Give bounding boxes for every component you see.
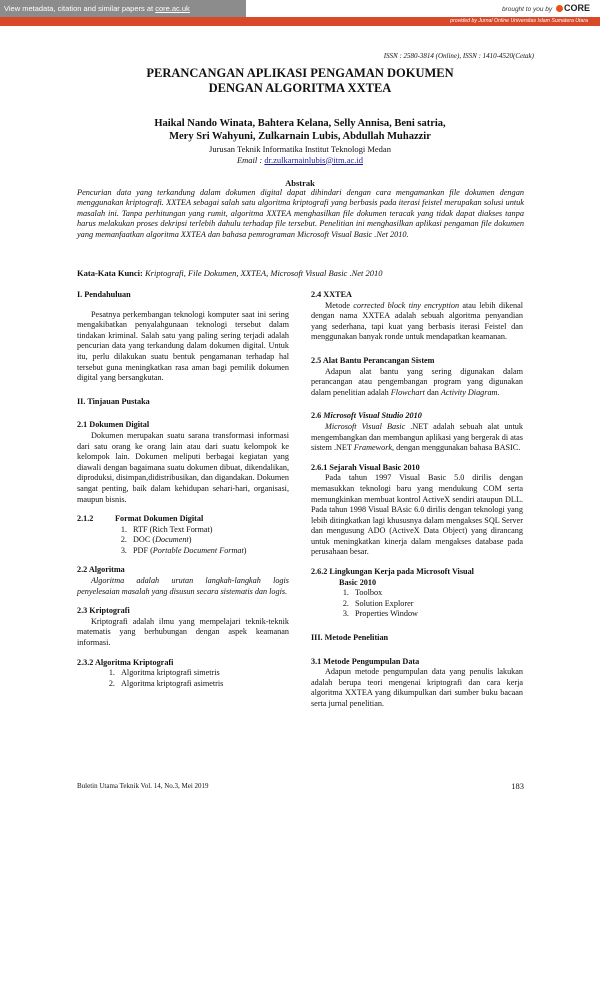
keywords-text: Kriptografi, File Dokumen, XXTEA, Microsoft Visual Basic .Net 2010 [142, 268, 383, 278]
paragraph: Adapun metode pengumpulan data yang penulis lakukan adalah berupa teori mengenai kriptografi dan cara kerja algoritma XXTEA yang dikumpulkan dari sumber buku bacaan serta jurnal penelitian. [311, 667, 523, 708]
subsection-heading: 2.3 Kriptografi [77, 606, 130, 616]
page-footer [77, 782, 524, 790]
paragraph: Pesatnya perkembangan teknologi komputer saat ini sering mengakibatkan penyalahgunaan teknologi tersebut dalam tindakan kriminal. Salah satu yang paling sering terjadi adalah pencurian data yang terkandung dalam dokumen digital. Untuk itu, perlu dilakukan suatu bentuk pengamanan terhadap hal tersebut guna meningkatkan rasa aman bagi pemilik dokumen digital yang bersangkutan. [77, 309, 289, 383]
right-column [311, 290, 523, 710]
format-list [77, 525, 289, 557]
list-item: 1. Toolbox [351, 588, 523, 599]
list-item: 2. Solution Explorer [351, 599, 523, 610]
core-logo-icon [556, 5, 563, 12]
core-brought-by [502, 3, 590, 13]
paragraph: Pada tahun 1997 Visual Basic 5.0 dirilis dengan memasukkan teknologi baru yang mendukung COM serta memungkinkan membuat kontrol ActiveX sendiri ataupun DLL. Pada tahun 1998 Visual BAsic 6.0 dirilis dengan teknologi yang lebih ditingkatkan lagi khususnya dalam mengakses SQL Server dan mengusung ADO (ActiveX Data Object) yang dirancang untuk meningkatkan kinerja dalam mengakses database pada perusahaan besar. [311, 473, 523, 557]
paragraph: Metode corrected block tiny encryption atau lebih dikenal dengan nama XXTEA adalah sebuah algoritma penyandian yang sederhana, tapi kuat yang berbasis iterasi Feistel dan menggunakan banyak ronde untuk mendapatkan keamanan. [311, 300, 523, 342]
authors-line-2: Mery Sri Wahyuni, Zulkarnain Lubis, Abdullah Muhazzir [169, 131, 431, 142]
abstract-text: Pencurian data yang terkandung dalam dokumen digital dapat dihindari dengan cara mengamankan file dokumen dengan menggunakan kriptografi. XXTEA sebagai salah satu algoritma kriptografi yang berbasis pada iterasi feistel merupakan solusi untuk masalah ini. Tanpa perhitungan yang rumit, algoritma XXTEA menghasilkan file dokumen teracak yang tidak dapat diakses tanpa harus melakukan proses dekripsi terlebih dahulu terhadap file tersebut. Penelitian ini menghasilkan aplikasi pengaman file dokumen yang memanfaatkan algoritma XXTEA dan bahasa pemrograman Microsoft Visual Basic .Net 2010. [77, 188, 524, 239]
keywords-label: Kata-Kata Kunci: [77, 268, 143, 278]
subsection-heading: 2.1 Dokumen Digital [77, 420, 150, 430]
paper-title [0, 66, 600, 95]
list-item: 3. Properties Window [351, 609, 523, 620]
journal-info: Buletin Utama Teknik Vol. 14, No.3, Mei 2019 [77, 782, 209, 790]
subsection-heading: 2.6 Microsoft Visual Studio 2010 [311, 411, 422, 421]
section-heading: II. Tinjauan Pustaka [77, 396, 150, 406]
abstract-heading: Abstrak [285, 178, 315, 188]
subsection-heading: 2.5 Alat Bantu Perancangan Sistem [311, 355, 435, 365]
left-column [77, 290, 289, 689]
email-label: Email : [236, 154, 265, 165]
subsection-heading: 2.6.2 Lingkungan Kerja pada Microsoft Visual Basic 2010 [311, 567, 474, 587]
subsection-heading: 3.1 Metode Pengumpulan Data [311, 656, 420, 666]
list-item: 1. Algoritma kriptografi simetris [117, 668, 289, 679]
subsection-heading: 2.2 Algoritma [77, 565, 125, 575]
core-view-text: View metadata, citation and similar papers at [4, 4, 156, 13]
affiliation [0, 144, 600, 165]
core-logo-text: CORE [563, 3, 590, 13]
section-heading: III. Metode Penelitian [311, 633, 389, 643]
institution: Jurusan Teknik Informatika Institut Teknologi Medan [209, 144, 391, 154]
subsection-heading: 2.3.2 Algoritma Kriptografi [77, 657, 174, 667]
section-heading: I. Pendahuluan [77, 290, 131, 299]
paragraph: Adapun alat bantu yang sering digunakan dalam perancangan atau pengembangan program yang digunakan dalam penelitian adalah Flowchart dan Activity Diagram. [311, 366, 523, 397]
paragraph: Microsoft Visual Basic .NET adalah sebuah alat untuk mengembangkan dan membangun aplikasi yang bergerak di atas sistem .NET Framework, dengan menggunakan bahasa BASIC. [311, 421, 523, 453]
workspace-list [311, 588, 523, 620]
paragraph: Algoritma adalah urutan langkah-langkah logis penyelesaian masalah yang disusun secara sistematis dan logis. [77, 576, 289, 596]
list-item: 1. RTF (Rich Text Format) [129, 525, 289, 536]
issn-line: ISSN : 2580-3814 (Online), ISSN : 1410-4520(Cetak) [383, 52, 534, 60]
keywords [77, 268, 524, 278]
page-number: 183 [511, 781, 524, 791]
paragraph: Kriptografi adalah ilmu yang mempelajari teknik-teknik matematis yang berhubungan dengan aspek keamanan informasi. [77, 616, 289, 648]
list-item: 2. DOC (Document) [129, 535, 289, 546]
heading-text: Format Dokumen Digital [115, 514, 204, 524]
author-list [0, 117, 600, 143]
list-item: 2. Algoritma kriptografi asimetris [117, 679, 289, 690]
subsection-heading [77, 514, 289, 525]
authors-line-1: Haikal Nando Winata, Bahtera Kelana, Selly Annisa, Beni satria, [154, 118, 446, 129]
provided-by-bar [0, 17, 600, 26]
subsection-heading: 2.4 XXTEA [311, 290, 352, 299]
core-banner [0, 0, 600, 26]
algorithm-list [77, 668, 289, 689]
core-logo[interactable] [556, 3, 590, 13]
subsection-heading: 2.6.1 Sejarah Visual Basic 2010 [311, 462, 420, 472]
title-line-1: PERANCANGAN APLIKASI PENGAMAN DOKUMEN [146, 66, 454, 80]
core-link[interactable]: core.ac.uk [155, 4, 190, 13]
email-link[interactable]: dr.zulkarnainlubis@itm.ac.id [264, 154, 364, 165]
brought-by-text: brought to you by [501, 6, 553, 13]
provided-by-text: provided by Jurnal Online Universitas Islam Sumatera Utara [450, 18, 588, 24]
core-view-metadata[interactable] [0, 0, 246, 17]
list-item: 3. PDF (Portable Document Format) [129, 546, 289, 557]
heading-number: 2.1.2 [77, 514, 94, 524]
title-line-2: DENGAN ALGORITMA XXTEA [208, 80, 392, 95]
paragraph: Dokumen merupakan suatu sarana transformasi informasi dari satu orang ke orang lain atau dari suatu kelompok ke kelompok lain. Dokumen meliputi berbagai kegiatan yang diawali dengan bagaimana suatu dokumen dibuat, dikendalikan, diproduksi, disimpan,didistribusikan, dan digandakan. Dokumen sangat penting, baik dalam kehidupan sehari-hari, organisasi, maupun bisnis. [77, 430, 289, 504]
